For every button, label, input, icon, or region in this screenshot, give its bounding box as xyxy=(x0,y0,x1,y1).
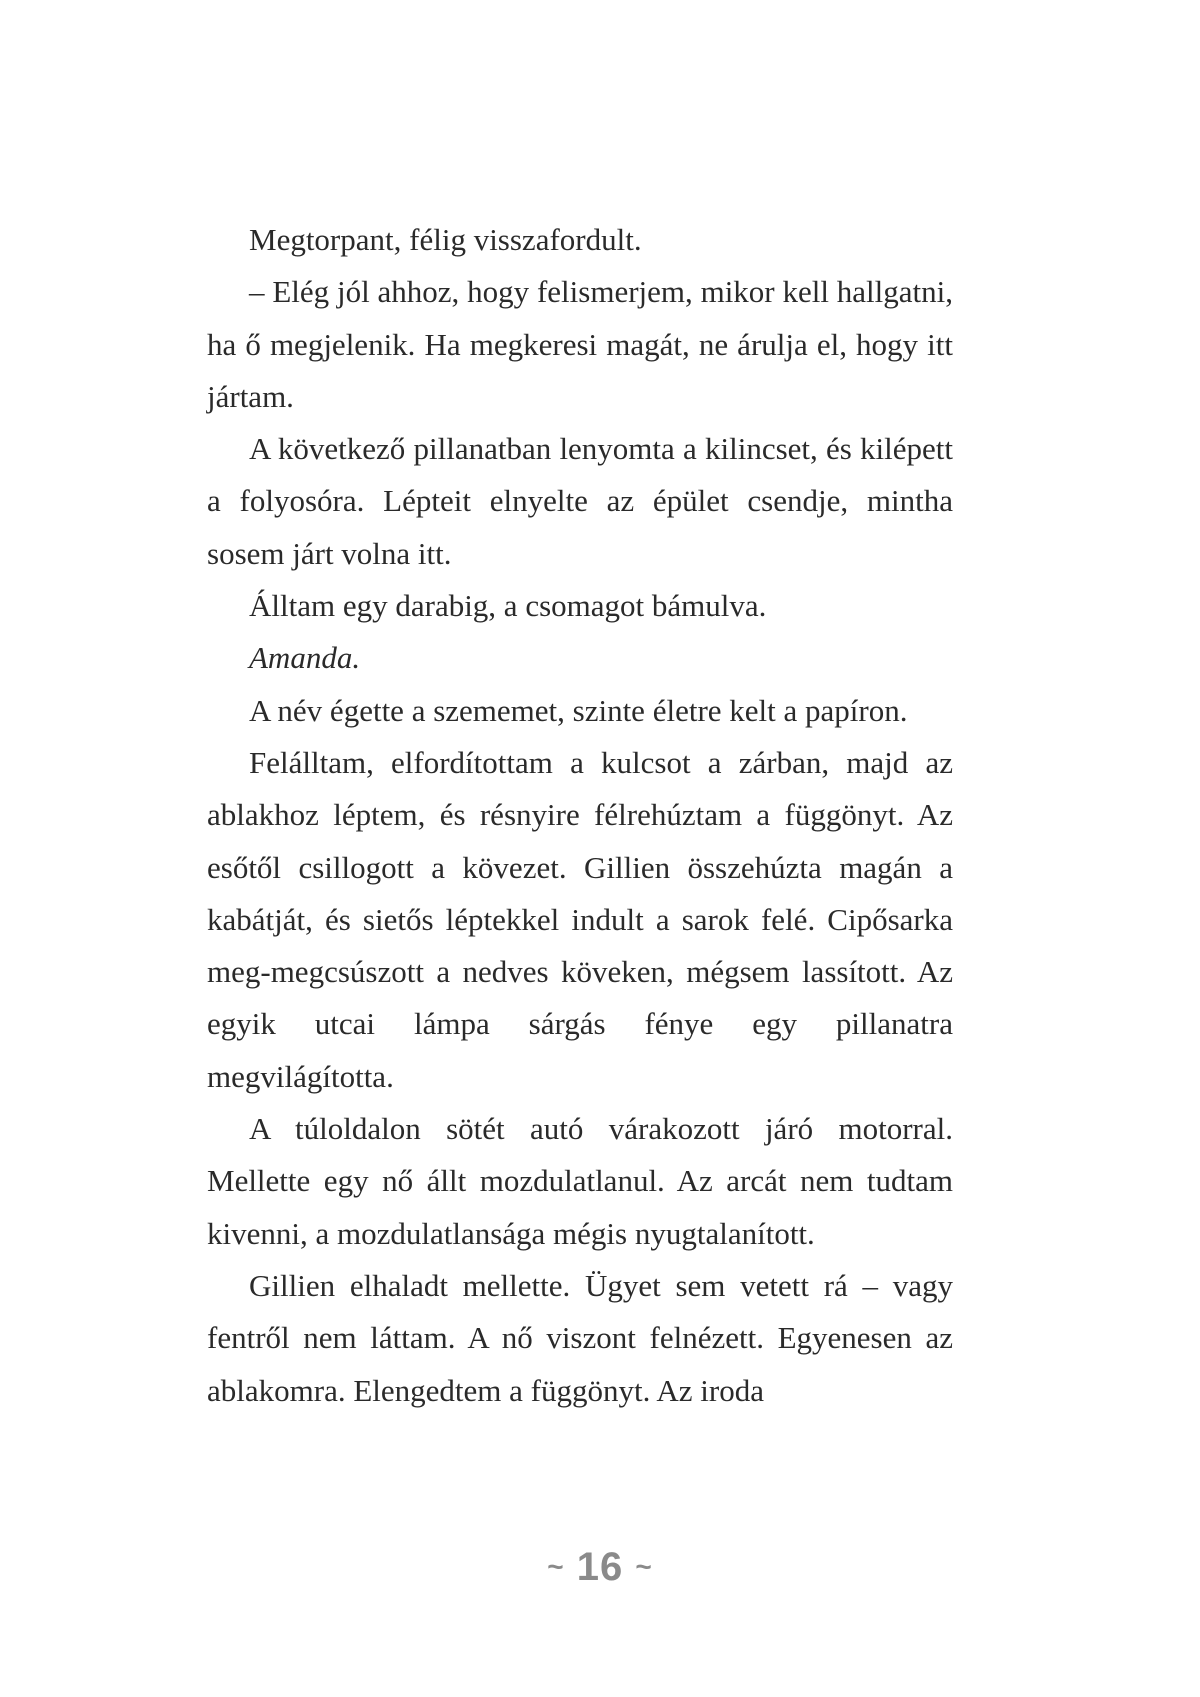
paragraph-1: Megtorpant, félig visszafordult. xyxy=(249,222,642,257)
paragraph-4: Álltam egy darabig, a csomagot bámulva. xyxy=(249,588,767,624)
paragraph-7: Felálltam, elfordítottam a kulcsot a zárban, majd az ablakhoz léptem, és résnyire félrehúztam a függönyt. Az esőtől csillogott a kövezet. Gillien összehúzta magán a kabátját, és sietős léptekkel indult a sarok felé. Cipősarka meg-megcsúszott a nedves köveken, mégsem lassított. Az egyik utcai lámpa sárgás fénye egy pillanatra megvilágította. xyxy=(207,744,953,1094)
page-number-left-tilde: ~ xyxy=(547,1551,565,1582)
paragraph-3: A következő pillanatban lenyomta a kilincset, és kilépett a folyosóra. Lépteit elnyelte az épület csendje, mintha sosem járt volna itt. xyxy=(207,431,953,571)
paragraph-6: A név égette a szememet, szinte életre kelt a papíron. xyxy=(249,692,908,728)
page-number: 16 xyxy=(576,1545,624,1589)
paragraph-8: A túloldalon sötét autó várakozott járó motorral. Mellette egy nő állt mozdulatlanul. Az arcát nem tudtam kivenni, a mozdulatlansága mégis nyugtalanított. xyxy=(207,1111,953,1251)
paragraph-2: – Elég jól ahhoz, hogy felismerjem, mikor kell hallgatni, ha ő megjelenik. Ha megkeresi magát, ne árulja el, hogy itt jártam. xyxy=(207,274,953,414)
paragraph-9: Gillien elhaladt mellette. Ügyet sem vetett rá – vagy fentről nem láttam. A nő viszont felnézett. Egyenesen az ablakomra. Elengedtem a függönyt. Az iroda xyxy=(207,1267,953,1408)
body-text xyxy=(207,214,953,1417)
page-number-footer xyxy=(0,1545,1200,1590)
paragraph-5-italic-name: Amanda. xyxy=(249,640,361,676)
page-number-right-tilde: ~ xyxy=(635,1551,653,1582)
